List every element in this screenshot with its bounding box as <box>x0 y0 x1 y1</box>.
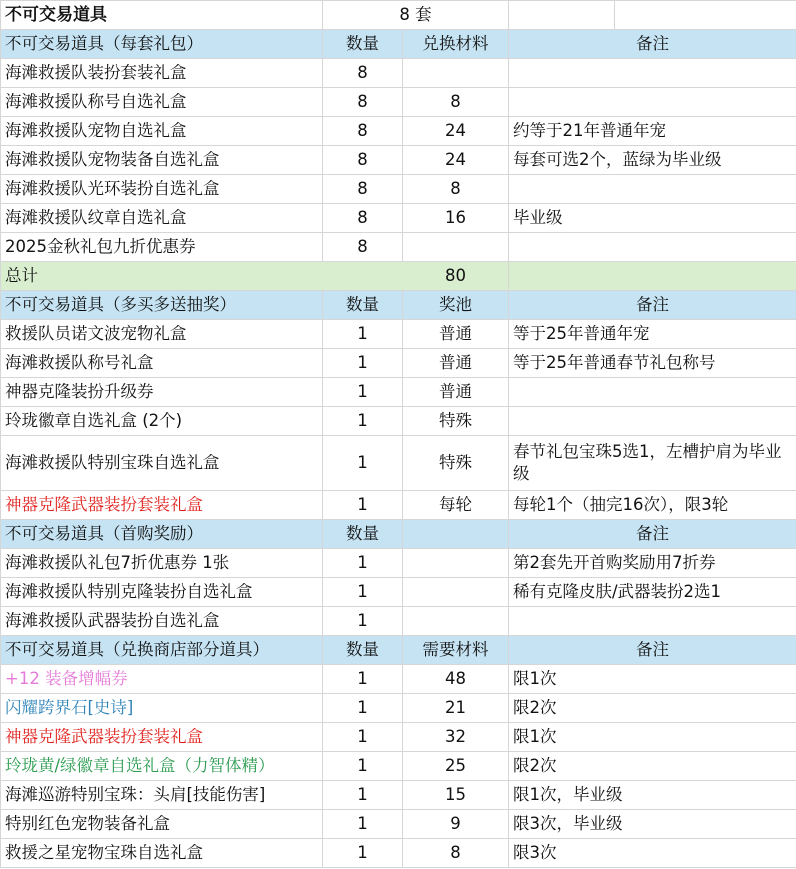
item-name: 海滩救援队宠物装备自选礼盒 <box>1 146 323 175</box>
table-row <box>1 781 796 810</box>
item-material: 48 <box>403 665 509 694</box>
item-qty: 1 <box>323 436 403 491</box>
item-qty: 1 <box>323 549 403 578</box>
item-qty: 1 <box>323 349 403 378</box>
section-header <box>1 30 796 59</box>
table-row <box>1 407 796 436</box>
item-name: 海滩救援队宠物自选礼盒 <box>1 117 323 146</box>
item-name: 海滩救援队称号自选礼盒 <box>1 88 323 117</box>
item-material: 24 <box>403 146 509 175</box>
table-row <box>1 204 796 233</box>
item-note: 限1次 <box>509 723 796 752</box>
table-row <box>1 378 796 407</box>
table-row <box>1 694 796 723</box>
item-note: 每轮1个（抽完16次），限3轮 <box>509 491 796 520</box>
item-material: 25 <box>403 752 509 781</box>
item-note: 稀有克隆皮肤/武器装扮2选1 <box>509 578 796 607</box>
item-material: 15 <box>403 781 509 810</box>
item-qty: 1 <box>323 810 403 839</box>
item-name: 海滩救援队武器装扮自选礼盒 <box>1 607 323 636</box>
section-header <box>1 636 796 665</box>
item-name: 海滩救援队光环装扮自选礼盒 <box>1 175 323 204</box>
item-note <box>509 407 796 436</box>
item-note: 约等于21年普通年宠 <box>509 117 796 146</box>
table-row <box>1 491 796 520</box>
section-header <box>1 520 796 549</box>
header-note: 备注 <box>509 636 796 665</box>
item-note: 限3次，毕业级 <box>509 810 796 839</box>
item-name: 闪耀跨界石[史诗] <box>1 694 323 723</box>
item-name: 玲珑黄/绿徽章自选礼盒（力智体精） <box>1 752 323 781</box>
item-note <box>509 607 796 636</box>
header-material: 需要材料 <box>403 636 509 665</box>
item-qty: 1 <box>323 723 403 752</box>
item-pool: 普通 <box>403 349 509 378</box>
item-name: 神器克隆武器装扮套装礼盒 <box>1 491 323 520</box>
table-row <box>1 752 796 781</box>
item-material: 32 <box>403 723 509 752</box>
sets-count: 8 套 <box>323 1 509 30</box>
item-pool: 每轮 <box>403 491 509 520</box>
item-pool: 普通 <box>403 378 509 407</box>
item-qty: 1 <box>323 578 403 607</box>
table-row <box>1 607 796 636</box>
item-qty: 8 <box>323 117 403 146</box>
item-note: 限2次 <box>509 752 796 781</box>
sheet-title: 不可交易道具 <box>1 1 323 30</box>
item-note: 限1次 <box>509 665 796 694</box>
item-qty: 1 <box>323 665 403 694</box>
table-row <box>1 723 796 752</box>
table-row <box>1 233 796 262</box>
item-qty: 1 <box>323 839 403 868</box>
item-name: 海滩救援队礼包7折优惠券 1张 <box>1 549 323 578</box>
item-material <box>403 233 509 262</box>
item-material <box>403 59 509 88</box>
item-note <box>509 378 796 407</box>
header-qty: 数量 <box>323 520 403 549</box>
item-name: 海滩救援队特别克隆装扮自选礼盒 <box>1 578 323 607</box>
item-name: 神器克隆武器装扮套装礼盒 <box>1 723 323 752</box>
header-note: 备注 <box>509 291 796 320</box>
item-note <box>509 88 796 117</box>
item-note: 第2套先开首购奖励用7折券 <box>509 549 796 578</box>
item-name: 神器克隆装扮升级券 <box>1 378 323 407</box>
item-qty: 1 <box>323 607 403 636</box>
item-material: 21 <box>403 694 509 723</box>
item-note: 限3次 <box>509 839 796 868</box>
item-note: 等于25年普通春节礼包称号 <box>509 349 796 378</box>
item-name: 2025金秋礼包九折优惠券 <box>1 233 323 262</box>
item-qty: 8 <box>323 88 403 117</box>
item-note <box>509 59 796 88</box>
item-qty: 1 <box>323 378 403 407</box>
table-row <box>1 349 796 378</box>
item-material: 16 <box>403 204 509 233</box>
header-qty: 数量 <box>323 291 403 320</box>
total-label: 总计 <box>1 262 323 291</box>
item-note: 等于25年普通年宠 <box>509 320 796 349</box>
header-qty: 数量 <box>323 636 403 665</box>
item-name: 救援队员诺文波宠物礼盒 <box>1 320 323 349</box>
table-row <box>1 320 796 349</box>
header-note: 备注 <box>509 30 796 59</box>
item-note: 每套可选2个，蓝绿为毕业级 <box>509 146 796 175</box>
header-pool: 奖池 <box>403 291 509 320</box>
item-material: 8 <box>403 175 509 204</box>
item-pool: 特殊 <box>403 436 509 491</box>
total-row <box>1 262 796 291</box>
header-name: 不可交易道具（多买多送抽奖） <box>1 291 323 320</box>
table-row <box>1 839 796 868</box>
section-header <box>1 291 796 320</box>
total-value: 80 <box>403 262 509 291</box>
item-note <box>509 175 796 204</box>
item-name: 救援之星宠物宝珠自选礼盒 <box>1 839 323 868</box>
item-qty: 8 <box>323 204 403 233</box>
item-name: 海滩救援队装扮套装礼盒 <box>1 59 323 88</box>
table-row <box>1 549 796 578</box>
header-name: 不可交易道具（兑换商店部分道具） <box>1 636 323 665</box>
item-note: 毕业级 <box>509 204 796 233</box>
item-qty: 1 <box>323 320 403 349</box>
item-qty: 1 <box>323 752 403 781</box>
item-note: 春节礼包宝珠5选1，左槽护肩为毕业级 <box>509 436 796 491</box>
table-row <box>1 810 796 839</box>
item-name: 特别红色宠物装备礼盒 <box>1 810 323 839</box>
title-row <box>1 1 796 30</box>
item-material: 8 <box>403 839 509 868</box>
item-name: 玲珑徽章自选礼盒 (2个) <box>1 407 323 436</box>
item-name: 海滩巡游特别宝珠：头肩[技能伤害] <box>1 781 323 810</box>
table-row <box>1 175 796 204</box>
item-pool: 特殊 <box>403 407 509 436</box>
item-qty: 8 <box>323 233 403 262</box>
item-pool: 普通 <box>403 320 509 349</box>
table-row <box>1 578 796 607</box>
item-material: 9 <box>403 810 509 839</box>
item-qty: 1 <box>323 781 403 810</box>
header-name: 不可交易道具（每套礼包） <box>1 30 323 59</box>
table-row <box>1 59 796 88</box>
item-qty: 1 <box>323 694 403 723</box>
header-qty: 数量 <box>323 30 403 59</box>
item-qty: 8 <box>323 59 403 88</box>
table-row <box>1 436 796 491</box>
item-material: 24 <box>403 117 509 146</box>
header-note: 备注 <box>509 520 796 549</box>
item-name: 海滩救援队特别宝珠自选礼盒 <box>1 436 323 491</box>
table-row <box>1 117 796 146</box>
item-qty: 1 <box>323 491 403 520</box>
item-qty: 8 <box>323 146 403 175</box>
item-note <box>509 233 796 262</box>
header-material: 兑换材料 <box>403 30 509 59</box>
item-material: 8 <box>403 88 509 117</box>
table-row <box>1 88 796 117</box>
item-name: 海滩救援队称号礼盒 <box>1 349 323 378</box>
item-qty: 1 <box>323 407 403 436</box>
table-row <box>1 665 796 694</box>
item-note: 限1次，毕业级 <box>509 781 796 810</box>
header-name: 不可交易道具（首购奖励） <box>1 520 323 549</box>
item-name: 海滩救援队纹章自选礼盒 <box>1 204 323 233</box>
table-row <box>1 146 796 175</box>
item-note: 限2次 <box>509 694 796 723</box>
item-qty: 8 <box>323 175 403 204</box>
item-name: +12 装备增幅券 <box>1 665 323 694</box>
